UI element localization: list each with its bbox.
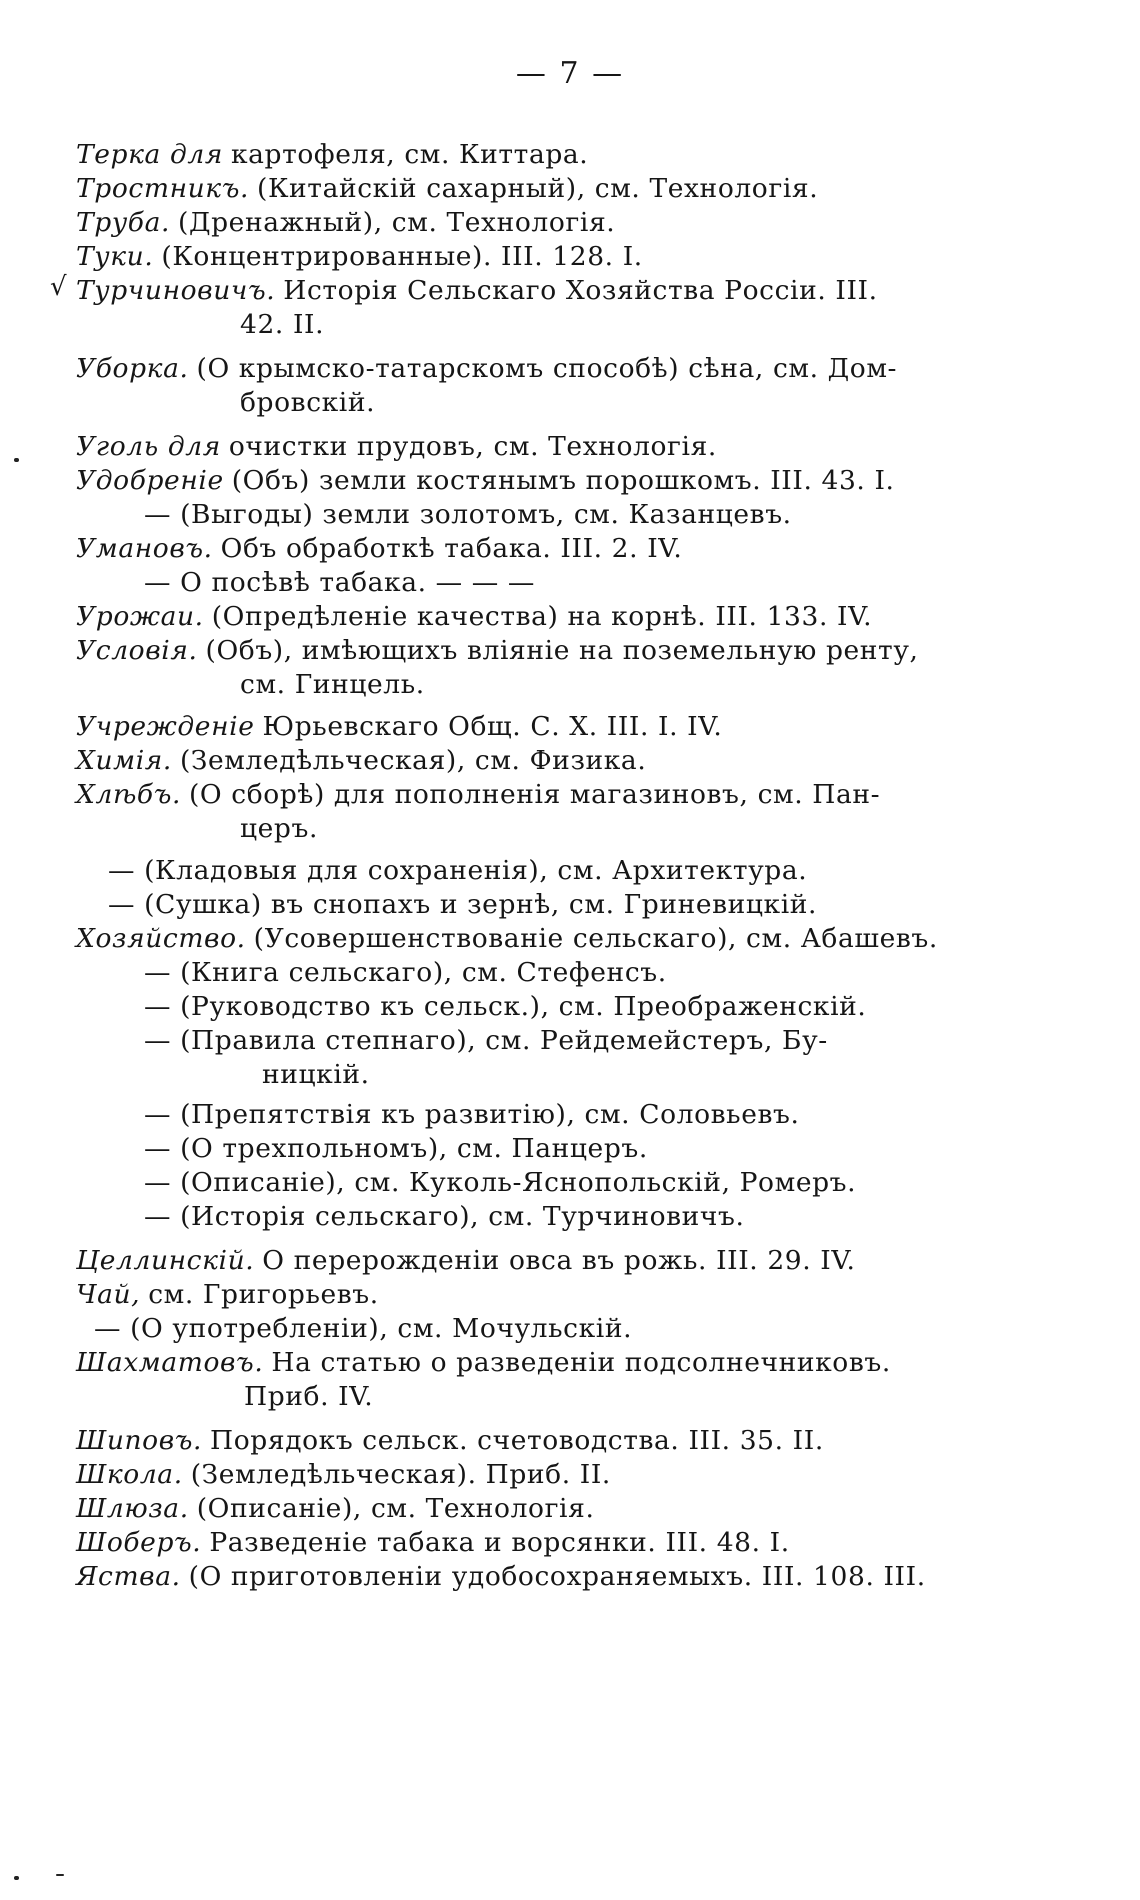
index-entry — [76, 172, 818, 206]
entry-text: 42. II. — [240, 309, 325, 340]
index-entry — [76, 1492, 594, 1526]
index-entry-subentry — [144, 566, 535, 600]
entry-headword: Туки. — [76, 241, 154, 272]
entry-headword: Турчиновичъ. — [76, 275, 276, 306]
index-entry — [76, 464, 895, 498]
entry-headword: Целлинскій. — [76, 1245, 255, 1276]
index-entry-continuation — [240, 812, 318, 846]
entry-headword: Хлѣбъ. — [76, 779, 181, 810]
index-entry — [76, 1560, 926, 1594]
entry-text: Исторія Сельскаго Хозяйства Россіи. III. — [283, 275, 878, 306]
index-entry-subentry — [144, 956, 667, 990]
entry-text: см. Григорьевъ. — [148, 1279, 379, 1310]
index-entry — [76, 1346, 891, 1380]
index-entry — [76, 1458, 611, 1492]
entry-text: — (Описаніе), см. Куколь-Яснопольскій, Ромеръ. — [144, 1167, 857, 1198]
entry-text: — (Препятствія къ развитію), см. Соловьевъ. — [144, 1099, 800, 1130]
entry-text: (Концентрированные). III. 128. I. — [161, 241, 643, 272]
index-entry — [76, 744, 646, 778]
index-entry — [76, 778, 880, 812]
index-entry-subentry — [108, 854, 807, 888]
entry-text: (Дренажный), см. Технологія. — [178, 207, 616, 238]
index-entry — [76, 240, 643, 274]
index-entry-continuation — [262, 1058, 370, 1092]
entry-text: (Земледѣльческая), см. Физика. — [179, 745, 647, 776]
index-entry — [76, 634, 919, 668]
entry-text: О перерожденіи овса въ рожь. III. 29. IV. — [262, 1245, 856, 1276]
entry-headword: Яства. — [76, 1561, 181, 1592]
entry-headword: Учрежденіе — [76, 711, 255, 742]
entry-text: (Объ) земли костянымъ порошкомъ. III. 43. I. — [231, 465, 895, 496]
index-entry — [76, 274, 878, 308]
entry-text: см. Гинцель. — [240, 669, 425, 700]
index-entry-subentry — [144, 990, 866, 1024]
entry-text: (О крымско-татарскомъ способѣ) сѣна, см. Дом- — [196, 353, 898, 384]
entry-text: На статью о разведеніи подсолнечниковъ. — [271, 1347, 891, 1378]
entry-text: очистки прудовъ, см. Технологія. — [228, 431, 717, 462]
print-speck — [14, 458, 19, 462]
entry-text: — (Правила степнаго), см. Рейдемейстеръ, Бу- — [144, 1025, 828, 1056]
index-entry — [76, 1526, 790, 1560]
entry-text: церъ. — [240, 813, 318, 844]
entry-text: — О посѣвѣ табака. — — — — [144, 567, 536, 598]
index-entry — [76, 600, 872, 634]
entry-headword: Умановъ. — [76, 533, 213, 564]
entry-text: Разведеніе табака и ворсянки. III. 48. I. — [209, 1527, 790, 1558]
entry-headword: Чай, — [76, 1279, 141, 1310]
entry-text: (Усовершенствованіе сельскаго), см. Абашевъ. — [253, 923, 938, 954]
entry-text: картофеля, см. Киттара. — [230, 139, 589, 170]
entry-text: (Описаніе), см. Технологія. — [196, 1493, 595, 1524]
entry-text: — (Руководство къ сельск.), см. Преображенскій. — [144, 991, 867, 1022]
index-entry-subentry — [144, 1024, 828, 1058]
entry-text: бровскій. — [240, 387, 376, 418]
entry-text: — (Сушка) въ снопахъ и зернѣ, см. Гриневицкій. — [108, 889, 818, 920]
index-entry — [76, 1278, 379, 1312]
print-speck — [14, 1876, 19, 1880]
print-speck — [56, 1874, 64, 1876]
entry-headword: Уголь для — [76, 431, 221, 462]
margin-check-mark: √ — [50, 272, 67, 302]
index-entry-subentry — [108, 888, 817, 922]
entry-headword: Терка для — [76, 139, 223, 170]
index-entry-continuation — [244, 1380, 373, 1414]
entry-headword: Шлюза. — [76, 1493, 189, 1524]
entry-text: — (Исторія сельскаго), см. Турчиновичъ. — [144, 1201, 745, 1232]
index-entry-subentry — [144, 1132, 648, 1166]
entry-headword: Химія. — [76, 745, 172, 776]
entry-text: — (Кладовыя для сохраненія), см. Архитектура. — [108, 855, 808, 886]
entry-headword: Шиповъ. — [76, 1425, 203, 1456]
entry-headword: Хозяйство. — [76, 923, 246, 954]
entry-headword: Шахматовъ. — [76, 1347, 264, 1378]
index-entry-subentry — [144, 498, 792, 532]
index-entry-subentry — [144, 1098, 800, 1132]
entry-text: (О сборѣ) для пополненія магазиновъ, см. Пан- — [188, 779, 881, 810]
index-entry-subentry — [144, 1166, 856, 1200]
index-entry — [76, 138, 588, 172]
entry-headword: Труба. — [76, 207, 171, 238]
entry-text: (Китайскій сахарный), см. Технологія. — [257, 173, 819, 204]
entry-text: (Опредѣленіе качества) на корнѣ. III. 133. IV. — [211, 601, 873, 632]
entry-text: — (Выгоды) земли золотомъ, см. Казанцевъ. — [144, 499, 792, 530]
index-entry-continuation — [240, 386, 375, 420]
entry-text: — (О трехпольномъ), см. Панцеръ. — [144, 1133, 648, 1164]
index-entry — [76, 1244, 855, 1278]
index-entry — [76, 1424, 824, 1458]
entry-text: Юрьевскаго Общ. С. Х. III. I. IV. — [262, 711, 723, 742]
index-entry — [76, 922, 938, 956]
entry-text: ницкій. — [262, 1059, 370, 1090]
entry-headword: Уборка. — [76, 353, 189, 384]
entry-headword: Шоберъ. — [76, 1527, 202, 1558]
entry-text: (Объ), имѣющихъ вліяніе на поземельную ренту, — [205, 635, 919, 666]
entry-text: — (О употребленіи), см. Мочульскій. — [94, 1313, 633, 1344]
index-entry-continuation — [240, 308, 324, 342]
entry-text: (Земледѣльческая). Приб. II. — [190, 1459, 611, 1490]
index-entry-continuation — [240, 668, 425, 702]
entry-headword: Урожаи. — [76, 601, 204, 632]
entry-text: Приб. IV. — [244, 1381, 374, 1412]
index-entry — [76, 352, 897, 386]
entry-text: Объ обработкѣ табака. III. 2. IV. — [220, 533, 683, 564]
index-entry — [76, 710, 722, 744]
entry-headword: Тростникъ. — [76, 173, 249, 204]
entry-headword: Удобреніе — [76, 465, 224, 496]
index-entry — [76, 206, 615, 240]
index-entry — [76, 430, 717, 464]
entry-headword: Условія. — [76, 635, 198, 666]
index-entry — [76, 532, 682, 566]
index-entry-subentry — [144, 1200, 745, 1234]
entry-text: (О приготовленіи удобосохраняемыхъ. III. 108. III. — [188, 1561, 926, 1592]
entry-text: Порядокъ сельск. счетоводства. III. 35. II. — [210, 1425, 824, 1456]
entry-text: — (Книга сельскаго), см. Стефенсъ. — [144, 957, 667, 988]
entry-headword: Школа. — [76, 1459, 183, 1490]
page-number: — 7 — — [515, 56, 625, 91]
index-entry-subentry — [94, 1312, 632, 1346]
